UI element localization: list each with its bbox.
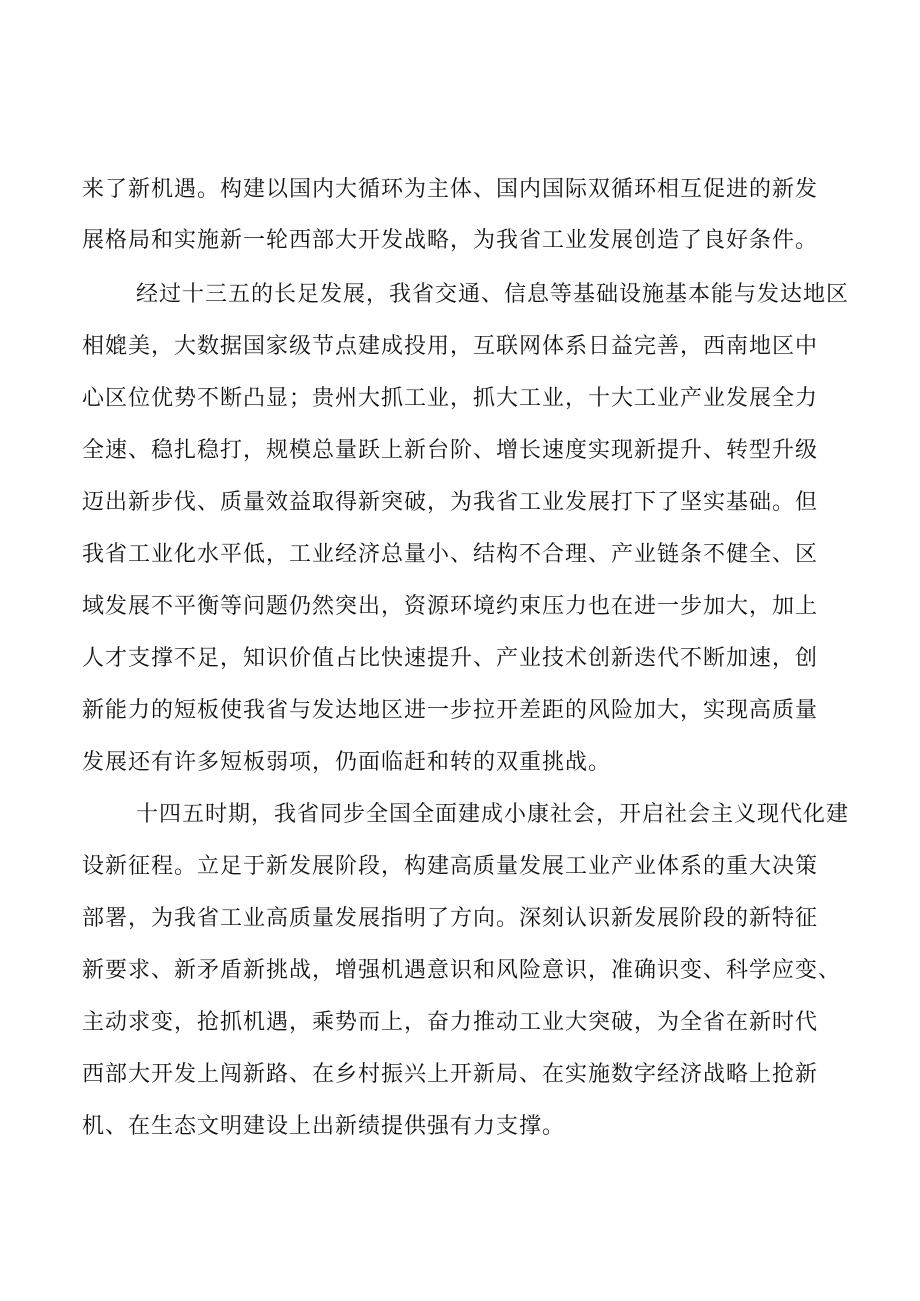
- text-line: 新要求、新矛盾新挑战，增强机遇意识和风险意识，准确识变、科学应变、: [82, 958, 842, 983]
- text-line: 西部大开发上闯新路、在乡村振兴上开新局、在实施数字经济战略上抢新: [82, 1062, 819, 1087]
- text-line: 我省工业化水平低，工业经济总量小、结构不合理、产业链条不健全、区: [82, 542, 819, 567]
- text-line: 心区位优势不断凸显；贵州大抓工业，抓大工业，十大工业产业发展全力: [82, 386, 819, 411]
- text-line: 主动求变，抢抓机遇，乘势而上，奋力推动工业大突破，为全省在新时代: [82, 1010, 819, 1035]
- text-line: 人才支撑不足，知识价值占比快速提升、产业技术创新迭代不断加速，创: [82, 646, 819, 671]
- text-line: 来了新机遇。构建以国内大循环为主体、国内国际双循环相互促进的新发: [82, 177, 819, 202]
- text-line: 部署，为我省工业高质量发展指明了方向。深刻认识新发展阶段的新特征: [82, 906, 819, 931]
- text-line: 机、在生态文明建设上出新绩提供强有力支撑。: [82, 1114, 566, 1139]
- text-line: 设新征程。立足于新发展阶段，构建高质量发展工业产业体系的重大决策: [82, 854, 819, 879]
- text-line: 全速、稳扎稳打，规模总量跃上新台阶、增长速度实现新提升、转型升级: [82, 438, 819, 463]
- text-line: 迈出新步伐、质量效益取得新突破，为我省工业发展打下了坚实基础。但: [82, 490, 819, 515]
- text-line: 域发展不平衡等问题仍然突出，资源环境约束压力也在进一步加大，加上: [82, 594, 819, 619]
- text-line: 十四五时期，我省同步全国全面建成小康社会，开启社会主义现代化建: [136, 802, 850, 827]
- text-line: 发展还有许多短板弱项，仍面临赶和转的双重挑战。: [82, 750, 612, 775]
- text-line: 新能力的短板使我省与发达地区进一步拉开差距的风险加大，实现高质量: [82, 698, 819, 723]
- text-line: 展格局和实施新一轮西部大开发战略，为我省工业发展创造了良好条件。: [82, 228, 819, 253]
- text-line: 相媲美，大数据国家级节点建成投用，互联网体系日益完善，西南地区中: [82, 334, 819, 359]
- text-line: 经过十三五的长足发展，我省交通、信息等基础设施基本能与发达地区: [136, 282, 850, 307]
